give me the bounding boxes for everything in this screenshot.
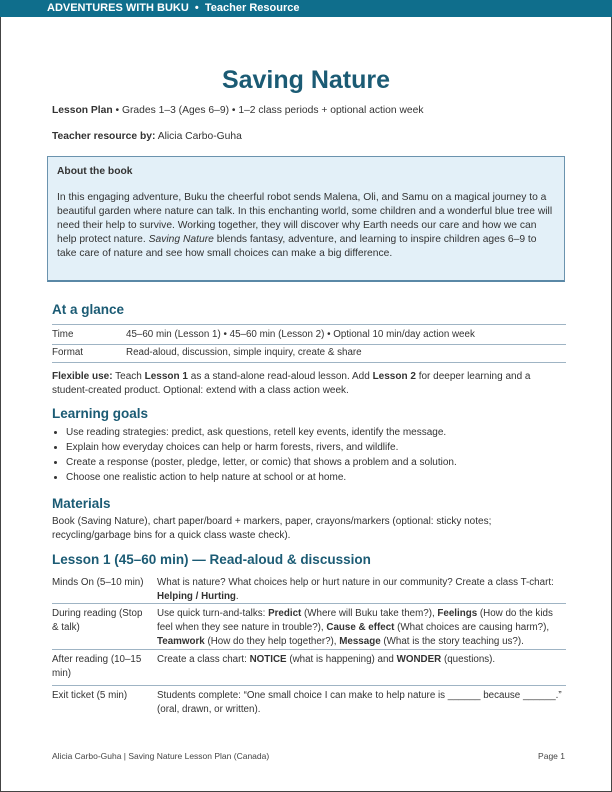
goal-item: • Choose one realistic action to help nature at school or at home.: [66, 470, 562, 485]
author-label: Teacher resource by:: [52, 131, 156, 142]
text-segment: .: [235, 591, 239, 602]
text-segment: for deeper learning and a student-created product. Optional: extend with a class action week.: [52, 371, 531, 396]
goal-item: • Explain how everyday choices can help or harm forests, rivers, and wildlife.: [66, 440, 562, 455]
bold-text: Feelings: [437, 608, 478, 619]
italic-text: Saving Nature: [148, 234, 214, 245]
row-label: Time: [52, 329, 74, 340]
row-label: Format: [52, 347, 84, 358]
row-label: Minds On (5–10 min): [52, 577, 144, 588]
goal-item: • Create a response (poster, pledge, letter, or comic) that shows a problem and a solution.: [66, 455, 562, 470]
row-value: 45–60 min (Lesson 1) • 45–60 min (Lesson 2) • Optional 10 min/day action week: [126, 329, 475, 340]
row-value: [157, 689, 567, 717]
text-segment: Use quick turn-and-talks:: [157, 608, 269, 619]
about-book-box: [47, 156, 565, 282]
text-segment: (what is happening) and: [286, 654, 397, 665]
text-segment: (What choices are causing harm?),: [394, 622, 550, 633]
page-title: Saving Nature: [221, 66, 391, 94]
bold-text: Helping / Hurting: [157, 591, 236, 602]
materials-text: Book (Saving Nature), chart paper/board + markers, paper, crayons/markers (optional: sticky notes; recycling/garbage bins for a quick class waste check).: [52, 516, 492, 541]
header-label: Teacher Resource: [204, 2, 300, 14]
lesson-meta: [52, 104, 424, 118]
row-value: Read-aloud, discussion, simple inquiry, create & share: [126, 347, 362, 358]
glance-heading: At a glance: [52, 302, 125, 317]
bold-text: Teamwork: [157, 636, 205, 647]
lesson-details: • Grades 1–3 (Ages 6–9) • 1–2 class periods + optional action week: [112, 105, 424, 116]
text-segment: (Where will Buku take them?),: [301, 608, 438, 619]
materials-heading: Materials: [52, 496, 111, 511]
text-segment: What is nature? What choices help or hurt nature in our community? Create a class T-chart:: [157, 577, 554, 588]
about-heading: About the book: [57, 166, 133, 177]
row-label: Exit ticket (5 min): [52, 690, 128, 701]
lesson-row: [52, 572, 566, 604]
text-segment: blends fantasy, adventure, and learning to inspire children ages 6–9 to take care of nature and see how small choices can make a big difference.: [57, 234, 537, 259]
text-segment: (What is the story teaching us?).: [380, 636, 524, 647]
goal-item: • Use reading strategies: predict, ask questions, retell key events, identify the message.: [66, 425, 562, 440]
lesson-row: [52, 649, 566, 686]
row-value: [157, 576, 567, 604]
bold-text: NOTICE: [249, 654, 287, 665]
footer-page: Page 1: [538, 751, 565, 761]
bold-text: Flexible use:: [52, 371, 113, 382]
brand: ADVENTURES WITH BUKU: [47, 2, 189, 14]
row-label: During reading (Stop & talk): [52, 608, 143, 633]
author-line: [52, 130, 242, 144]
flexible-use: [52, 370, 562, 398]
row-value: [157, 607, 567, 649]
goals-heading: Learning goals: [52, 406, 149, 421]
lesson-plan-label: Lesson Plan: [52, 105, 113, 116]
text-segment: Create a class chart:: [157, 654, 250, 665]
text-segment: Students complete: “One small choice I can make to help nature is ______ because ______.” (oral, drawn, or written).: [157, 690, 562, 715]
bold-text: Lesson 1: [144, 371, 188, 382]
lesson1-heading: Lesson 1 (45–60 min) — Read-aloud & discussion: [52, 552, 371, 567]
text-segment: In this engaging adventure, Buku the cheerful robot sends Malena, Oli, and Samu on a magical journey to a beautiful garden where nature can talk. In this enchanting world, some children and a wonderful blue tree will need their help to survive. Working together, they will discover why Earth needs our care and how we can help protect nature.: [57, 192, 553, 245]
lesson-row: [52, 685, 566, 717]
bold-text: Lesson 2: [372, 371, 416, 382]
row-value: [157, 653, 567, 667]
text-segment: as a stand-alone read-aloud lesson. Add: [188, 371, 373, 382]
text-segment: (questions).: [441, 654, 496, 665]
text-segment: (How do they help together?),: [204, 636, 340, 647]
separator: •: [194, 2, 199, 14]
about-text: [57, 191, 555, 261]
author-name: Alicia Carbo-Guha: [155, 131, 242, 142]
bold-text: Cause & effect: [326, 622, 395, 633]
bold-text: WONDER: [396, 654, 442, 665]
bold-text: Predict: [268, 608, 302, 619]
goals-list: [52, 425, 562, 485]
text-segment: Teach: [112, 371, 145, 382]
glance-row-format: [52, 344, 566, 363]
bold-text: Message: [339, 636, 381, 647]
footer-left: Alicia Carbo-Guha | Saving Nature Lesson Plan (Canada): [52, 751, 270, 761]
header-bar: [0, 0, 612, 17]
text-segment: (How do the kids feel when they see nature in trouble?),: [157, 608, 553, 633]
row-label: After reading (10–15 min): [52, 654, 142, 679]
lesson-row: [52, 603, 566, 650]
glance-row-time: [52, 324, 566, 345]
